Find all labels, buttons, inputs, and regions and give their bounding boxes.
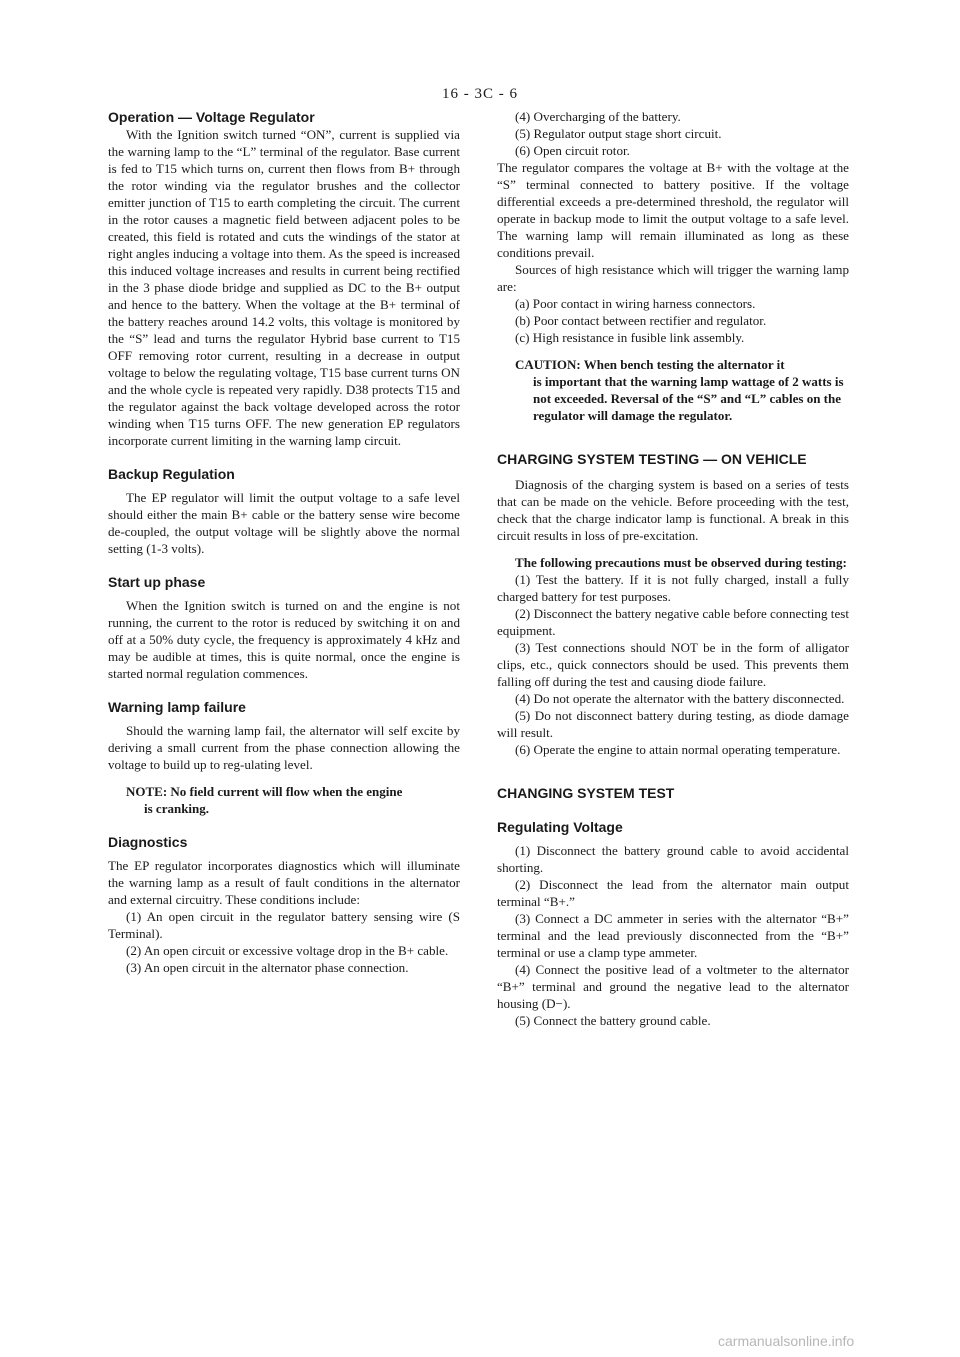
changing-system-heading: CHANGING SYSTEM TEST — [497, 785, 675, 801]
precaution-5: (5) Do not disconnect battery during testing, as diode damage will result. — [497, 708, 849, 740]
warning-lamp-text: Should the warning lamp fail, the alternator will self excite by deriving a small current from the phase connection allowing the voltage to build up to reg-ulating level. — [108, 723, 460, 772]
diagnostics-item-1: (1) An open circuit in the regulator battery sensing wire (S Terminal). — [108, 909, 460, 941]
precaution-2: (2) Disconnect the battery negative cable before connecting test equipment. — [497, 606, 849, 638]
warning-lamp-heading: Warning lamp failure — [108, 699, 246, 715]
startup-heading: Start up phase — [108, 574, 206, 590]
operation-heading: Operation — Voltage Regulator — [108, 109, 315, 125]
sources-text: Sources of high resistance which will trigger the warning lamp are: — [497, 262, 849, 294]
regulating-step-4: (4) Connect the positive lead of a voltmeter to the alternator “B+” terminal and ground the negative lead to the alternator housing (D−). — [497, 962, 849, 1011]
caution-box — [497, 356, 849, 424]
precaution-1: (1) Test the battery. If it is not fully charged, install a fully charged battery for test purposes. — [497, 572, 849, 604]
backup-heading: Backup Regulation — [108, 466, 235, 482]
regulating-step-2: (2) Disconnect the lead from the alternator main output terminal “B+.” — [497, 877, 849, 909]
sources-item-b: (b) Poor contact between rectifier and regulator. — [515, 313, 767, 328]
diagnostics-item-3: (3) An open circuit in the alternator phase connection. — [126, 960, 409, 975]
diagnostics-heading: Diagnostics — [108, 834, 188, 850]
right-column — [497, 108, 849, 1029]
left-column — [108, 108, 460, 976]
sources-item-a: (a) Poor contact in wiring harness connectors. — [515, 296, 756, 311]
caution-line-1: CAUTION: When bench testing the alternator it — [515, 357, 785, 372]
regulator-compare-text: The regulator compares the voltage at B+ with the voltage at the “S” terminal connected to battery positive. If the voltage differential exceeds a pre-determined threshold, the regulator will operate in backup mode to limit the output voltage to a safe level. The warning lamp will remain illuminated as long as these conditions prevail. — [497, 160, 849, 260]
backup-text: The EP regulator will limit the output voltage to a safe level should either the main B+ cable or the battery sense wire become de-coupled, the output voltage will be slightly above the normal setting (1-3 volts). — [108, 490, 460, 556]
regulating-voltage-heading: Regulating Voltage — [497, 819, 623, 835]
precaution-6: (6) Operate the engine to attain normal operating temperature. — [515, 742, 841, 757]
footer-watermark: carmanualsonline.info — [718, 1333, 855, 1349]
regulating-step-3: (3) Connect a DC ammeter in series with the alternator “B+” terminal and the lead previously disconnected from the “B+” terminal or use a clamp type ammeter. — [497, 911, 849, 960]
charging-text: Diagnosis of the charging system is based on a series of tests that can be made on the vehicle. Before proceeding with the test, check that the charge indicator lamp is functional. A break in this circuit results in loss of pre-excitation. — [497, 477, 849, 543]
diagnostics-item-4: (4) Overcharging of the battery. — [515, 109, 681, 124]
diagnostics-item-5: (5) Regulator output stage short circuit. — [515, 126, 722, 141]
startup-text: When the Ignition switch is turned on and the engine is not running, the current to the rotor is reduced by switching it on and off at a 50% duty cycle, the frequency is approximately 4 kHz and may be audible at times, this is quite normal, once the engine is started normal regulation commences. — [108, 598, 460, 681]
charging-heading: CHARGING SYSTEM TESTING — ON VEHICLE — [497, 451, 807, 467]
diagnostics-text: The EP regulator incorporates diagnostics which will illuminate the warning lamp as a result of fault conditions in the alternator and external circuitry. These conditions include: — [108, 858, 460, 907]
operation-text: With the Ignition switch turned “ON”, current is supplied via the warning lamp to the “L” terminal of the regulator. Base current is fed to T15 which turns on, current then flows from B+ through the rotor winding via the regulator brushes and the collector emitter junction of T15 to earth completing the circuit. The current in the rotor causes a magnetic field between adjacent poles to be created, this field is rotated and cuts the windings of the stator at right angles inducing a voltage into them. As the speed is increased this induced voltage increases and results in current being rectified in the 3 phase diode bridge and supplied as DC to the B+ output and hence to the battery. When the voltage at the B+ terminal of the battery reaches around 14.2 volts, this voltage is monitored by the “S” lead and turns the regulator Hybrid base current to T15 OFF removing rotor current, resulting in a decrease in output voltage to below the regulating voltage, T15 base current turns ON and the whole cycle is repeated very rapidly. D38 protects T15 and the regulator against the back voltage developed across the rotor winding when T15 turns OFF. The new generation EP regulators incorporate current limiting in the warning lamp circuit. — [108, 127, 460, 448]
precaution-4: (4) Do not operate the alternator with the battery disconnected. — [515, 691, 845, 706]
diagnostics-item-6: (6) Open circuit rotor. — [515, 143, 630, 158]
note-line-2: is cranking. — [144, 801, 210, 816]
regulating-step-5: (5) Connect the battery ground cable. — [515, 1013, 711, 1028]
regulating-step-1: (1) Disconnect the battery ground cable to avoid accidental shorting. — [497, 843, 849, 875]
note-box — [108, 783, 460, 817]
precaution-3: (3) Test connections should NOT be in the form of alligator clips, etc., quick connectors should be used. This prevents them falling off during the test and causing diode failure. — [497, 640, 849, 689]
diagnostics-item-2: (2) An open circuit or excessive voltage drop in the B+ cable. — [126, 943, 449, 958]
note-line-1: NOTE: No field current will flow when the engine — [126, 784, 403, 799]
precautions-lead: The following precautions must be observed during testing: — [515, 555, 847, 570]
sources-item-c: (c) High resistance in fusible link assembly. — [515, 330, 745, 345]
page-number: 16 - 3C - 6 — [442, 86, 518, 102]
caution-text: is important that the warning lamp wattage of 2 watts is not exceeded. Reversal of the “S” and “L” cables on the regulator will damage the regulator. — [533, 374, 844, 423]
